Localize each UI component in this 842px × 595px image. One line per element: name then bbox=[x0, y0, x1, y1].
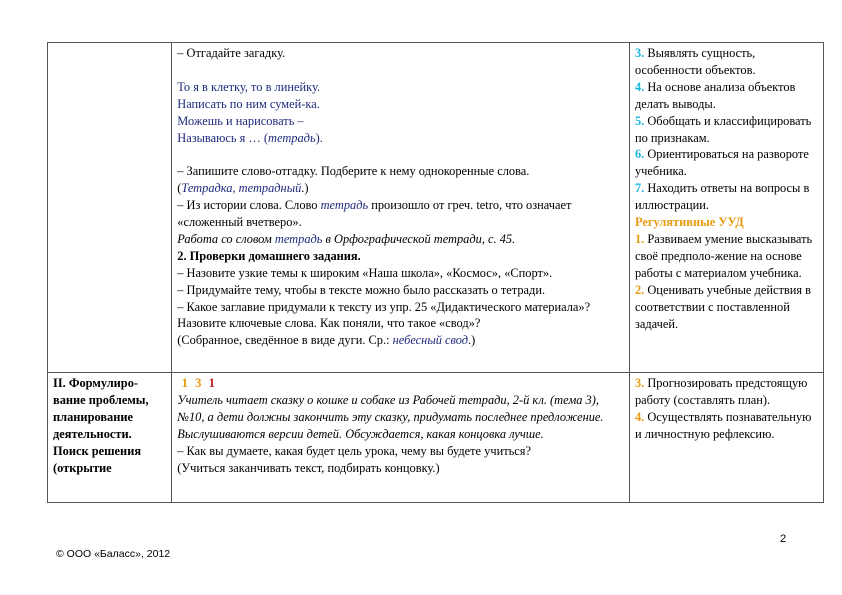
page-number: 2 bbox=[780, 533, 787, 545]
lesson-table bbox=[47, 42, 824, 503]
uud-item: 6. Ориентироваться на развороте учебника. bbox=[634, 147, 809, 179]
uud-item: 1. Развиваем умение высказывать своё предполо-жение на основе работы с материалом учебника. bbox=[634, 231, 813, 280]
activity-cell bbox=[172, 373, 630, 503]
table-row bbox=[48, 373, 824, 503]
text-line: (Тетрадка, тетрадный.) bbox=[177, 181, 309, 196]
copyright: © ООО «Баласс», 2012 bbox=[56, 548, 171, 560]
table-row bbox=[48, 43, 824, 373]
riddle-line: То я в клетку, то в линейку. bbox=[177, 79, 321, 94]
text-line: (Учиться заканчивать текст, подбирать концовку.) bbox=[177, 460, 440, 475]
uud-item: 2. Оценивать учебные действия в соответствии с поставленной задачей. bbox=[634, 282, 811, 331]
text-line: (Собранное, сведённое в виде дуги. Ср.: небесный свод.) bbox=[177, 333, 476, 348]
text-line: – Придумайте тему, чтобы в тексте можно было рассказать о тетради. bbox=[177, 282, 546, 297]
uud-item: 3. Прогнозировать предстоящую работу (составлять план). bbox=[634, 376, 808, 407]
riddle-line: Можешь и нарисовать – bbox=[177, 113, 304, 128]
text-line: Учитель читает сказку о кошке и собаке из Рабочей тетради, 2-й кл. (тема 3), №10, а дети должны закончить эту сказку, придумать последнее предложение. bbox=[177, 392, 604, 424]
uud-item: 3. Выявлять сущность, особенности объектов. bbox=[634, 46, 756, 77]
riddle-line: Написать по ним сумей-ка. bbox=[177, 96, 320, 111]
uud-item: 5. Обобщать и классифицировать по признакам. bbox=[634, 113, 812, 145]
riddle-line: Называюсь я … (тетрадь). bbox=[177, 130, 323, 145]
activity-cell bbox=[172, 43, 630, 373]
text-line: – Как вы думаете, какая будет цель урока, чему вы будете учиться? bbox=[177, 443, 531, 458]
text-line: – Какое заглавие придумали к тексту из упр. 25 «Дидактического материала»? Назовите ключевые слова. Как поняли, что такое «свод»? bbox=[177, 299, 591, 331]
uud-item: 4. Осуществлять познавательную и личностную рефлексию. bbox=[634, 409, 812, 441]
text-line: – Назовите узкие темы к широким «Наша школа», «Космос», «Спорт». bbox=[177, 265, 553, 280]
text-line: Выслушиваются версии детей. Обсуждается, какая концовка лучше. bbox=[177, 426, 544, 441]
uud-cell bbox=[629, 373, 823, 503]
text-line: – Запишите слово-отгадку. Подберите к нему однокоренные слова. bbox=[177, 164, 530, 179]
text-line: – Отгадайте загадку. bbox=[177, 46, 286, 60]
uud-item: 7. Находить ответы на вопросы в иллюстрации. bbox=[634, 181, 810, 213]
text-line: – Из истории слова. Слово тетрадь произошло от греч. tetro, что означает «сложенный вчетверо». bbox=[177, 198, 572, 230]
uud-item: 4. На основе анализа объектов делать выводы. bbox=[634, 79, 796, 111]
stage-cell: II. Формулиро-вание проблемы, планирование деятельности. Поиск решения (открытие bbox=[48, 373, 172, 503]
section-heading: 2. Проверки домашнего задания. bbox=[177, 248, 361, 263]
stage-cell-empty bbox=[48, 43, 172, 373]
text-line: Работа со словом тетрадь в Орфографической тетради, с. 45. bbox=[177, 231, 516, 246]
uud-numbers: 1 3 1 bbox=[181, 375, 217, 390]
uud-heading: Регулятивные УУД bbox=[634, 215, 744, 230]
uud-cell bbox=[629, 43, 823, 373]
